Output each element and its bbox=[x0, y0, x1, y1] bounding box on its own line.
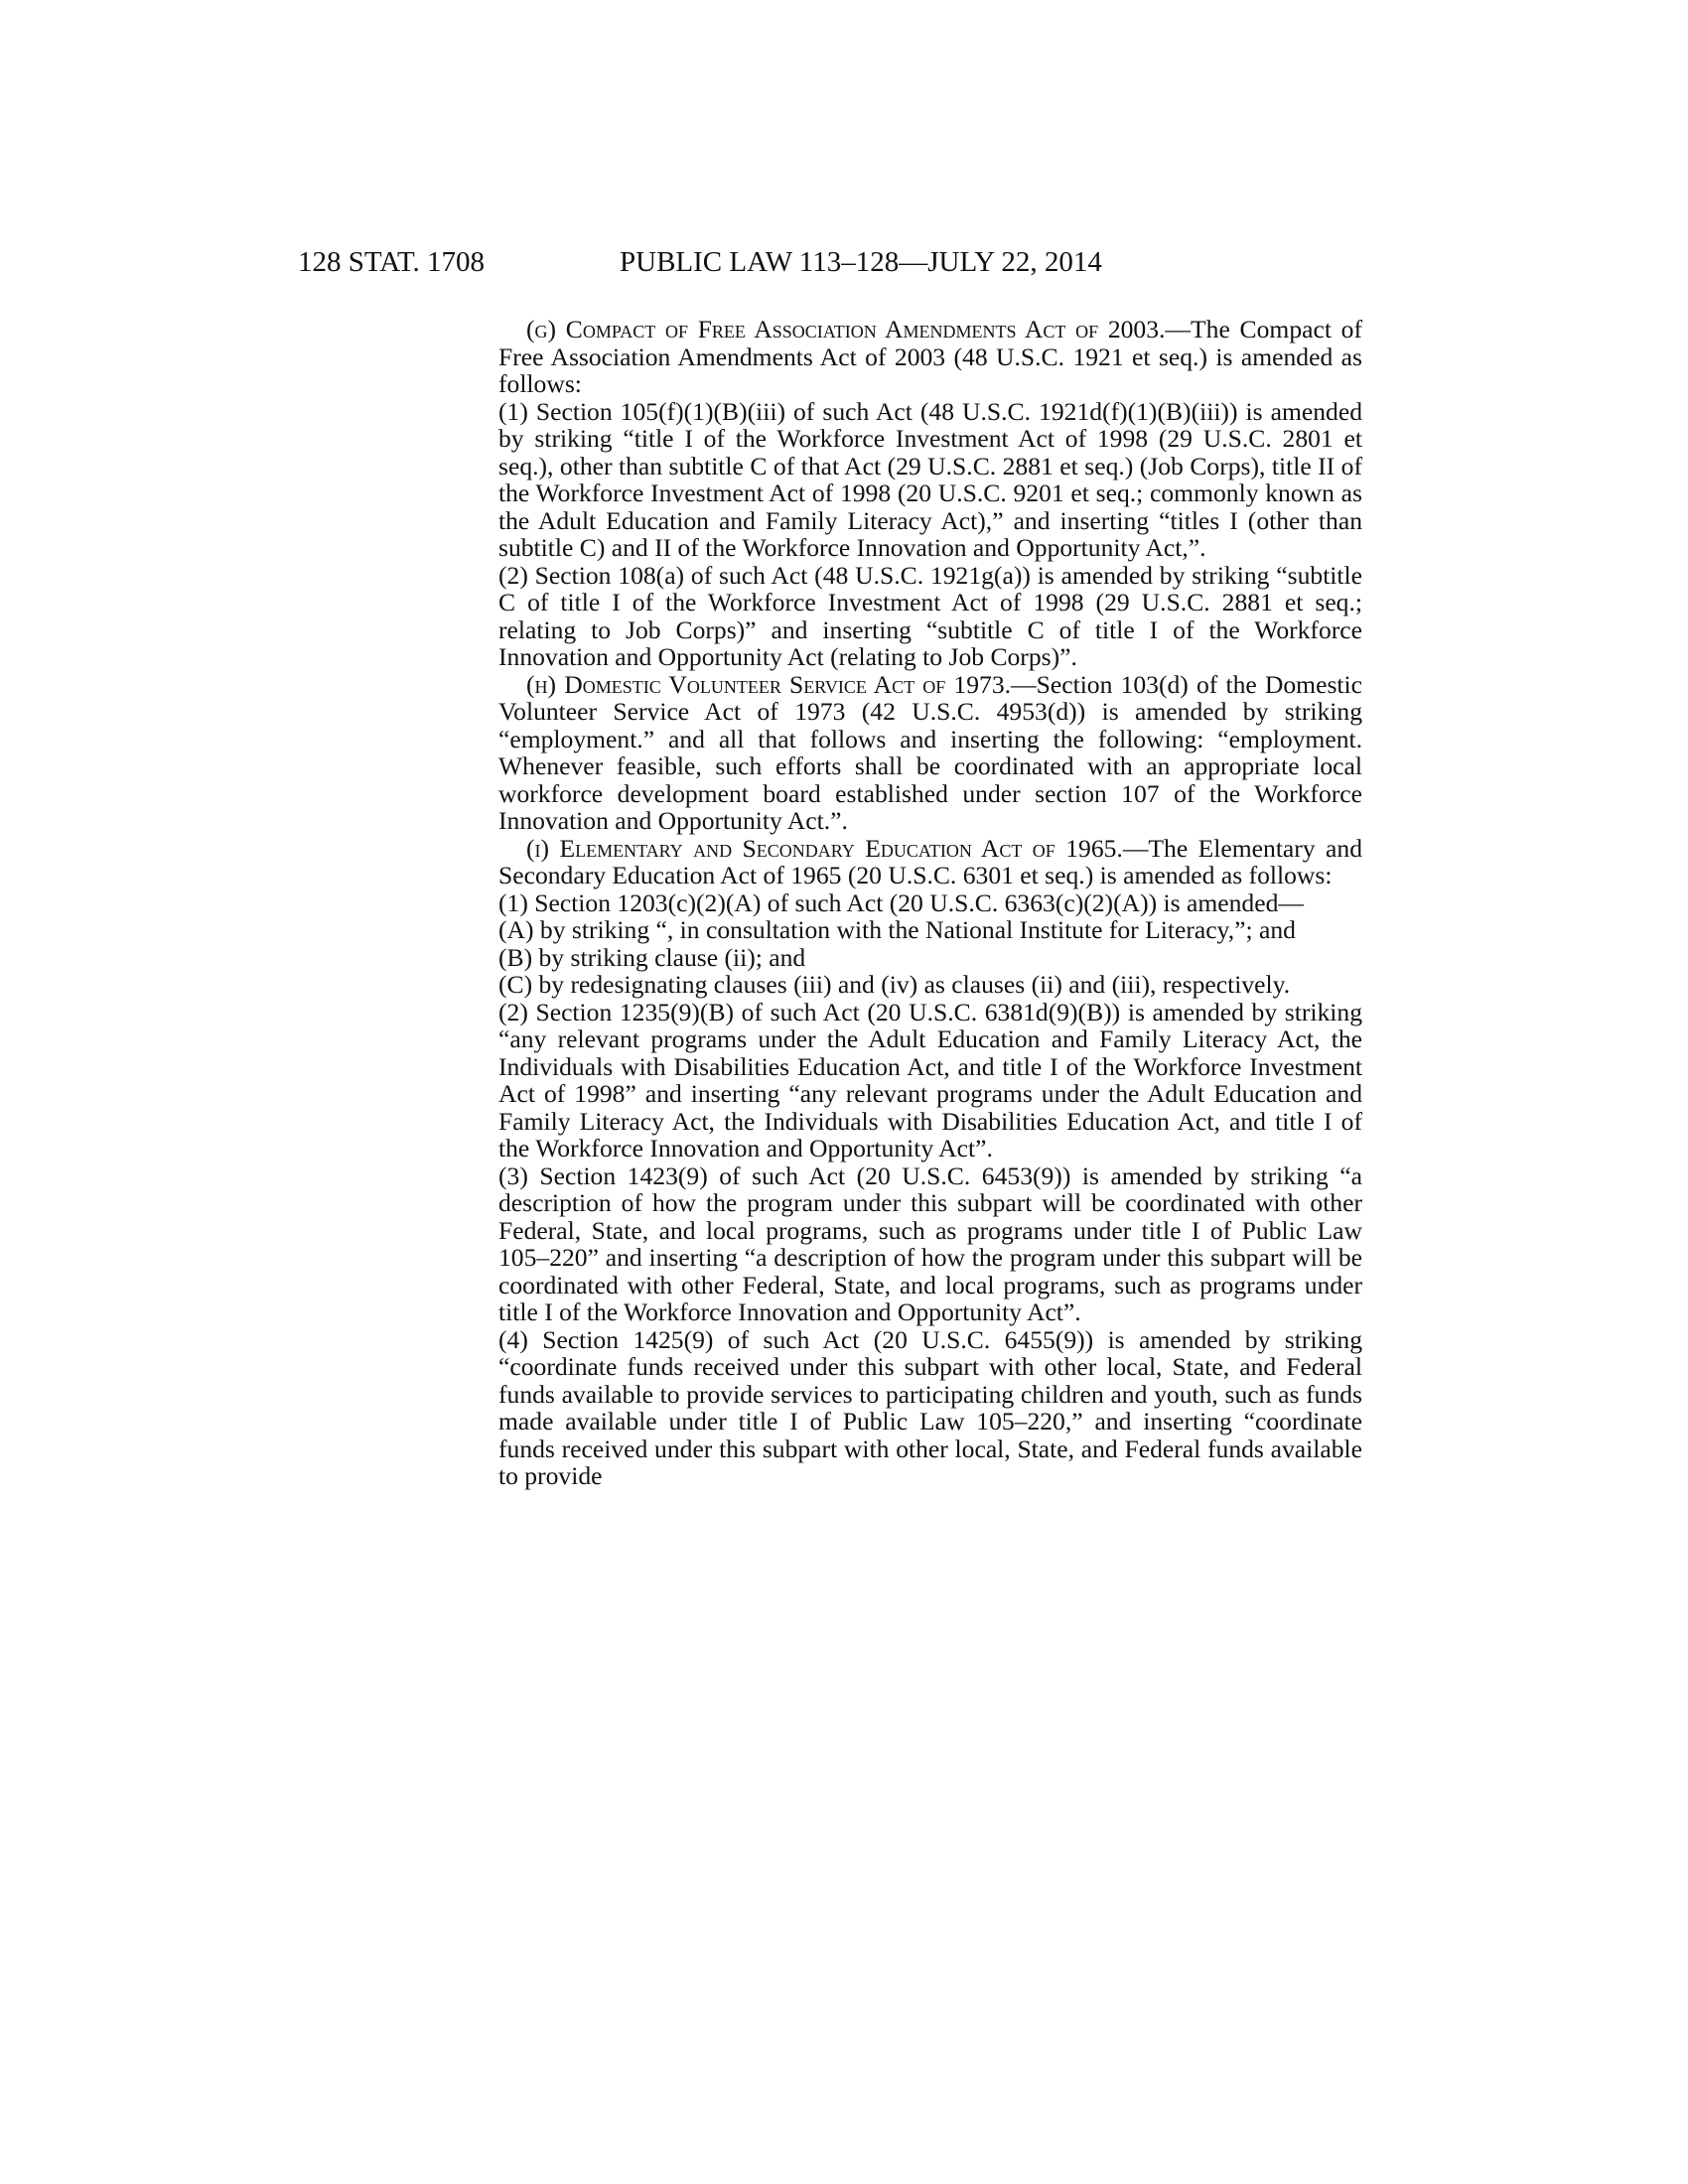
running-header bbox=[298, 246, 1370, 286]
subparagraph-i-1-b: (B) by striking clause (ii); and bbox=[498, 942, 806, 972]
subsection-text: —The Compact of Free Association Amendments Act of 2003 (48 U.S.C. 1921 et seq.) is amended as follows: bbox=[498, 315, 1362, 398]
public-law-title: PUBLIC LAW 113–128—JULY 22, 2014 bbox=[620, 246, 1102, 278]
statute-page-number: 128 STAT. 1708 bbox=[298, 246, 486, 278]
subsection-heading: (i) Elementary and Secondary Education Act of 1965. bbox=[526, 833, 1123, 863]
subsection-h bbox=[498, 671, 1362, 835]
subsection-text: —Section 103(d) of the Domestic Volunteer Service Act of 1973 (42 U.S.C. 4953(d)) is amended by striking “employment.” and all that follows and inserting the following: “employment. Whenever feasible, such efforts shall be coordinated with an appropriate local workforce development board established under section 107 of the Workforce Innovation and Opportunity Act.”. bbox=[498, 669, 1362, 835]
paragraph-i-1: (1) Section 1203(c)(2)(A) of such Act (20 U.S.C. 6363(c)(2)(A)) is amended— bbox=[498, 887, 1304, 917]
page-body bbox=[498, 316, 1362, 1490]
subparagraph-i-1-a: (A) by striking “, in consultation with the National Institute for Literacy,”; and bbox=[498, 915, 1296, 944]
subsection-text: —The Elementary and Secondary Education Act of 1965 (20 U.S.C. 6301 et seq.) is amended as follows: bbox=[498, 833, 1362, 889]
paragraph-g-1: (1) Section 105(f)(1)(B)(iii) of such Act (48 U.S.C. 1921d(f)(1)(B)(iii)) is amended by striking “title I of the Workforce Investment Act of 1998 (29 U.S.C. 2801 et seq.), other than subtitle C of that Act (29 U.S.C. 2881 et seq.) (Job Corps), title II of the Workforce Investment Act of 1998 (20 U.S.C. 9201 et seq.; commonly known as the Adult Education and Family Literacy Act),” and inserting “titles I (other than subtitle C) and II of the Workforce Innovation and Opportunity Act,”. bbox=[498, 396, 1362, 562]
subsection-heading: (h) Domestic Volunteer Service Act of 1973. bbox=[526, 669, 1012, 699]
subsection-i bbox=[498, 835, 1362, 889]
paragraph-i-2: (2) Section 1235(9)(B) of such Act (20 U.S.C. 6381d(9)(B)) is amended by striking “any relevant programs under the Adult Education and Family Literacy Act, the Individuals with Disabilities Education Act, and title I of the Workforce Investment Act of 1998” and inserting “any relevant programs under the Adult Education and Family Literacy Act, the Individuals with Disabilities Education Act, and title I of the Workforce Innovation and Opportunity Act”. bbox=[498, 997, 1362, 1162]
subsection-g bbox=[498, 316, 1362, 398]
subparagraph-i-1-c: (C) by redesignating clauses (iii) and (iv) as clauses (ii) and (iii), respectively. bbox=[498, 970, 1291, 999]
paragraph-i-4: (4) Section 1425(9) of such Act (20 U.S.C. 6455(9)) is amended by striking “coordinate funds received under this subpart with other local, State, and Federal funds available to provide services to participating children and youth, such as funds made available under title I of Public Law 105–220,” and inserting “coordinate funds received under this subpart with other local, State, and Federal funds available to provide bbox=[498, 1324, 1362, 1490]
paragraph-i-3: (3) Section 1423(9) of such Act (20 U.S.C. 6453(9)) is amended by striking “a description of how the program under this subpart will be coordinated with other Federal, State, and local programs, such as programs under title I of Public Law 105–220” and inserting “a description of how the program under this subpart will be coordinated with other Federal, State, and local programs, such as programs under title I of the Workforce Innovation and Opportunity Act”. bbox=[498, 1160, 1362, 1326]
paragraph-g-2: (2) Section 108(a) of such Act (48 U.S.C. 1921g(a)) is amended by striking “subtitle C of title I of the Workforce Investment Act of 1998 (29 U.S.C. 2881 et seq.; relating to Job Corps)” and inserting “subtitle C of title I of the Workforce Innovation and Opportunity Act (relating to Job Corps)”. bbox=[498, 560, 1362, 671]
subsection-heading: (g) Compact of Free Association Amendments Act of 2003. bbox=[526, 315, 1166, 343]
